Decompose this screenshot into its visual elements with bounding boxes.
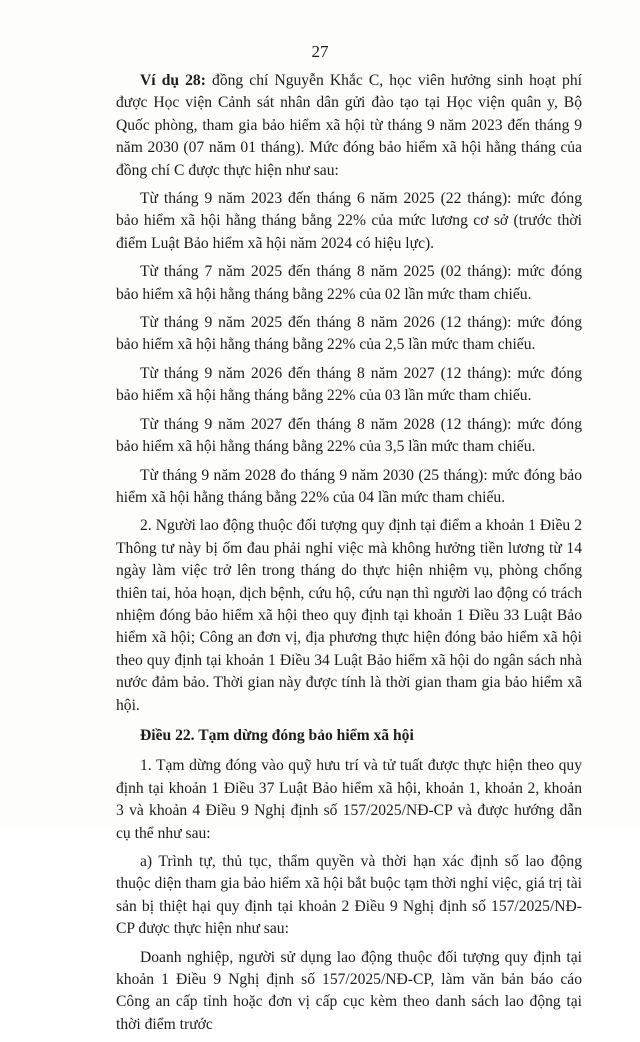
document-body	[116, 70, 582, 1042]
example-label: Ví dụ 28:	[140, 72, 206, 89]
example-item: Từ tháng 9 năm 2023 đến tháng 6 năm 2025 (22 tháng): mức đóng bảo hiểm xã hội hằng tháng bằng 22% của mức lương cơ sở (trước thời điểm Luật Bảo hiểm xã hội năm 2024 có hiệu lực).	[116, 190, 582, 252]
article-22-heading: Điều 22. Tạm dừng đóng bảo hiểm xã hội	[140, 726, 414, 744]
example-item: Từ tháng 9 năm 2025 đến tháng 8 năm 2026 (12 tháng): mức đóng bảo hiểm xã hội hằng tháng bằng 22% của 2,5 lần mức tham chiếu.	[116, 314, 582, 354]
page-number: 27	[311, 42, 329, 61]
example-item: Từ tháng 9 năm 2026 đến tháng 8 năm 2027 (12 tháng): mức đóng bảo hiểm xã hội hằng tháng bằng 22% của 03 lần mức tham chiếu.	[116, 364, 582, 405]
example-intro: đồng chí Nguyễn Khắc C, học viên hưởng sinh hoạt phí được Học viện Cảnh sát nhân dân gửi đào tạo tại Học viện quân y, Bộ Quốc phòng, tham gia bảo hiểm xã hội từ tháng 9 năm 2023 đến tháng 9 năm 2030 (07 năm 01 tháng). Mức đóng bảo hiểm xã hội hằng tháng của đồng chí C được thực hiện như sau:	[116, 72, 582, 179]
clause-2-paragraph: 2. Người lao động thuộc đối tượng quy định tại điểm a khoản 1 Điều 2 Thông tư này bị ốm đau phải nghỉ việc mà không hưởng tiền lương từ 14 ngày làm việc trở lên trong tháng do thực hiện nhiệm vụ, phòng chống thiên tai, hỏa hoạn, dịch bệnh, cứu hộ, cứu nạn thì người lao động có trách nhiệm đóng bảo hiểm xã hội theo quy định tại khoản 1 Điều 33 Luật Bảo hiểm xã hội; Công an đơn vị, địa phương thực hiện đóng bảo hiểm xã hội theo quy định tại khoản 1 Điều 34 Luật Bảo hiểm xã hội do ngân sách nhà nước đảm bảo. Thời gian này được tính là thời gian tham gia bảo hiểm xã hội.	[116, 517, 582, 714]
example-item: Từ tháng 7 năm 2025 đến tháng 8 năm 2025 (02 tháng): mức đóng bảo hiểm xã hội hằng tháng bằng 22% của 02 lần mức tham chiếu.	[116, 263, 582, 303]
article-22-clause-1: 1. Tạm dừng đóng vào quỹ hưu trí và tử tuất được thực hiện theo quy định tại khoản 1 Điều 37 Luật Bảo hiểm xã hội, khoản 1, khoản 2, khoản 3 và khoản 4 Điều 9 Nghị định số 157/2025/NĐ-CP và được hướng dẫn cụ thể như sau:	[116, 757, 582, 842]
article-22-enterprise-paragraph: Doanh nghiệp, người sử dụng lao động thuộc đối tượng quy định tại khoản 1 Điều 9 Nghị định số 157/2025/NĐ-CP, làm văn bản báo cáo Công an cấp tỉnh hoặc đơn vị cấp cục kèm theo danh sách lao động tại thời điểm trước	[116, 948, 582, 1033]
example-item: Từ tháng 9 năm 2027 đến tháng 8 năm 2028 (12 tháng): mức đóng bảo hiểm xã hội hằng tháng bằng 22% của 3,5 lần mức tham chiếu.	[116, 415, 582, 456]
example-paragraph	[116, 70, 582, 182]
article-22-point-a: a) Trình tự, thủ tục, thẩm quyền và thời hạn xác định số lao động thuộc diện tham gia bảo hiểm xã hội bắt buộc tạm thời nghỉ việc, giá trị tài sản bị thiệt hại quy định tại khoản 2 Điều 9 Nghị định số 157/2025/NĐ-CP được thực hiện như sau:	[116, 853, 582, 938]
example-item: Từ tháng 9 năm 2028 đo tháng 9 năm 2030 (25 tháng): mức đóng bảo hiểm xã hội hằng tháng bằng 22% của 04 lần mức tham chiếu.	[116, 466, 582, 506]
